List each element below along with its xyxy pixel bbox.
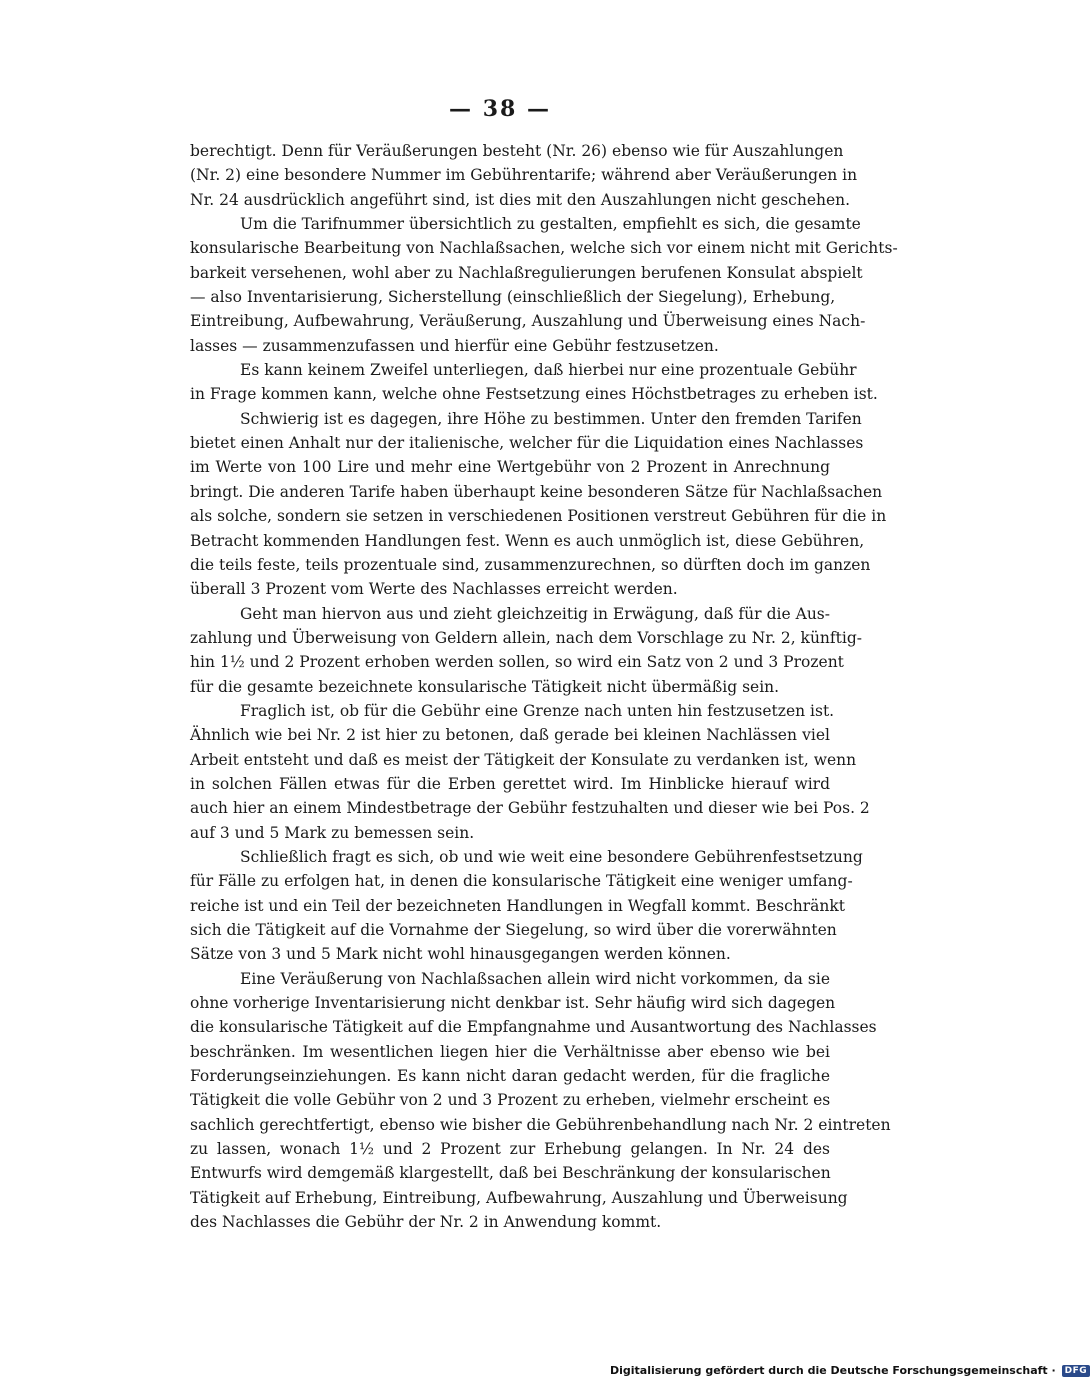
text-line: Um die Tarifnummer übersichtlich zu gestalten, empfiehlt es sich, die gesamte: [240, 215, 861, 234]
text-line: hin 1½ und 2 Prozent erhoben werden sollen, so wird ein Satz von 2 und 3 Prozent: [190, 653, 844, 672]
dfg-logo: DFG: [1062, 1365, 1090, 1377]
text-line: Ähnlich wie bei Nr. 2 ist hier zu betonen, daß gerade bei kleinen Nachlässen viel: [190, 726, 830, 745]
text-line: barkeit versehenen, wohl aber zu Nachlaßregulierungen berufenen Konsulat abspielt: [190, 263, 863, 282]
text-line: sich die Tätigkeit auf die Vornahme der Siegelung, so wird über die vorerwähnten: [190, 921, 837, 939]
text-line: in Frage kommen kann, welche ohne Festsetzung eines Höchstbetrages zu erheben ist.: [190, 385, 878, 404]
text-line: Schwierig ist es dagegen, ihre Höhe zu bestimmen. Unter den fremden Tarifen: [240, 409, 862, 428]
text-line: Eintreibung, Aufbewahrung, Veräußerung, Auszahlung und Überweisung eines Nach-: [190, 312, 866, 331]
text-line: bringt. Die anderen Tarife haben überhaupt keine besonderen Sätze für Nachlaßsachen: [190, 482, 883, 501]
text-line: Schließlich fragt es sich, ob und wie weit eine besondere Gebührenfestsetzung: [240, 847, 863, 866]
text-line: berechtigt. Denn für Veräußerungen besteht (Nr. 26) ebenso wie für Auszahlungen: [190, 142, 844, 160]
text-line: die konsularische Tätigkeit auf die Empfangnahme und Ausantwortung des Nachlasses: [190, 1018, 877, 1037]
page-number: — 38 —: [449, 96, 551, 122]
text-line: auch hier an einem Mindestbetrage der Gebühr festzuhalten und dieser wie bei Pos. 2: [190, 799, 870, 818]
text-line: überall 3 Prozent vom Werte des Nachlasses erreicht werden.: [190, 580, 678, 599]
text-line: — also Inventarisierung, Sicherstellung (einschließlich der Siegelung), Erhebung,: [190, 288, 836, 307]
text-line: in solchen Fällen etwas für die Erben gerettet wird. Im Hinblicke hierauf wird: [190, 774, 830, 793]
text-line: sachlich gerechtfertigt, ebenso wie bisher die Gebührenbehandlung nach Nr. 2 eintreten: [190, 1115, 891, 1134]
text-line: für die gesamte bezeichnete konsularische Tätigkeit nicht übermäßig sein.: [190, 677, 780, 696]
text-line: Nr. 24 ausdrücklich angeführt sind, ist dies mit den Auszahlungen nicht geschehen.: [190, 190, 851, 209]
text-line: zahlung und Überweisung von Geldern allein, nach dem Vorschlage zu Nr. 2, künftig-: [190, 628, 862, 647]
text-line: Forderungseinziehungen. Es kann nicht daran gedacht werden, für die fragliche: [190, 1067, 830, 1086]
text-line: Sätze von 3 und 5 Mark nicht wohl hinausgegangen werden können.: [190, 945, 731, 964]
text-line: (Nr. 2) eine besondere Nummer im Gebührentarife; während aber Veräußerungen in: [190, 166, 858, 185]
text-line: Tätigkeit die volle Gebühr von 2 und 3 Prozent zu erheben, vielmehr erscheint es: [190, 1091, 831, 1110]
footer-text: Digitalisierung gefördert durch die Deutsche Forschungsgemeinschaft ·: [610, 1364, 1056, 1377]
text-line: Es kann keinem Zweifel unterliegen, daß hierbei nur eine prozentuale Gebühr: [240, 361, 857, 380]
text-line: des Nachlasses die Gebühr der Nr. 2 in Anwendung kommt.: [190, 1213, 662, 1232]
text-line: im Werte von 100 Lire und mehr eine Wertgebühr von 2 Prozent in Anrechnung: [190, 458, 830, 477]
body-text: [190, 139, 898, 1234]
text-line: Arbeit entsteht und daß es meist der Tätigkeit der Konsulate zu verdanken ist, wenn: [190, 750, 857, 769]
text-line: als solche, sondern sie setzen in verschiedenen Positionen verstreut Gebühren für die in: [190, 507, 887, 526]
text-line: Fraglich ist, ob für die Gebühr eine Grenze nach unten hin festzusetzen ist.: [240, 701, 835, 720]
text-line: bietet einen Anhalt nur der italienische, welcher für die Liquidation eines Nachlasses: [190, 434, 864, 453]
text-line: beschränken. Im wesentlichen liegen hier die Verhältnisse aber ebenso wie bei: [190, 1042, 830, 1061]
text-line: konsularische Bearbeitung von Nachlaßsachen, welche sich vor einem nicht mit Gerichts-: [190, 239, 898, 258]
text-line: Tätigkeit auf Erhebung, Eintreibung, Aufbewahrung, Auszahlung und Überweisung: [190, 1188, 848, 1207]
text-line: auf 3 und 5 Mark zu bemessen sein.: [190, 823, 475, 842]
text-line: reiche ist und ein Teil der bezeichneten Handlungen in Wegfall kommt. Beschränkt: [190, 896, 846, 915]
digitization-credit: [610, 1364, 1090, 1377]
text-line: Geht man hiervon aus und zieht gleichzeitig in Erwägung, daß für die Aus-: [240, 604, 830, 623]
text-line: die teils feste, teils prozentuale sind, zusammenzurechnen, so dürften doch im ganzen: [190, 555, 871, 574]
text-line: ohne vorherige Inventarisierung nicht denkbar ist. Sehr häufig wird sich dagegen: [190, 994, 836, 1013]
text-line: lasses — zusammenzufassen und hierfür eine Gebühr festzusetzen.: [190, 336, 719, 355]
text-line: Eine Veräußerung von Nachlaßsachen allein wird nicht vorkommen, da sie: [240, 969, 830, 988]
text-line: Betracht kommenden Handlungen fest. Wenn es auch unmöglich ist, diese Gebühren,: [190, 531, 865, 550]
text-line: zu lassen, wonach 1½ und 2 Prozent zur Erhebung gelangen. In Nr. 24 des: [190, 1140, 830, 1159]
text-line: für Fälle zu erfolgen hat, in denen die konsularische Tätigkeit eine weniger umfang-: [190, 872, 853, 891]
text-line: Entwurfs wird demgemäß klargestellt, daß bei Beschränkung der konsularischen: [190, 1164, 831, 1183]
